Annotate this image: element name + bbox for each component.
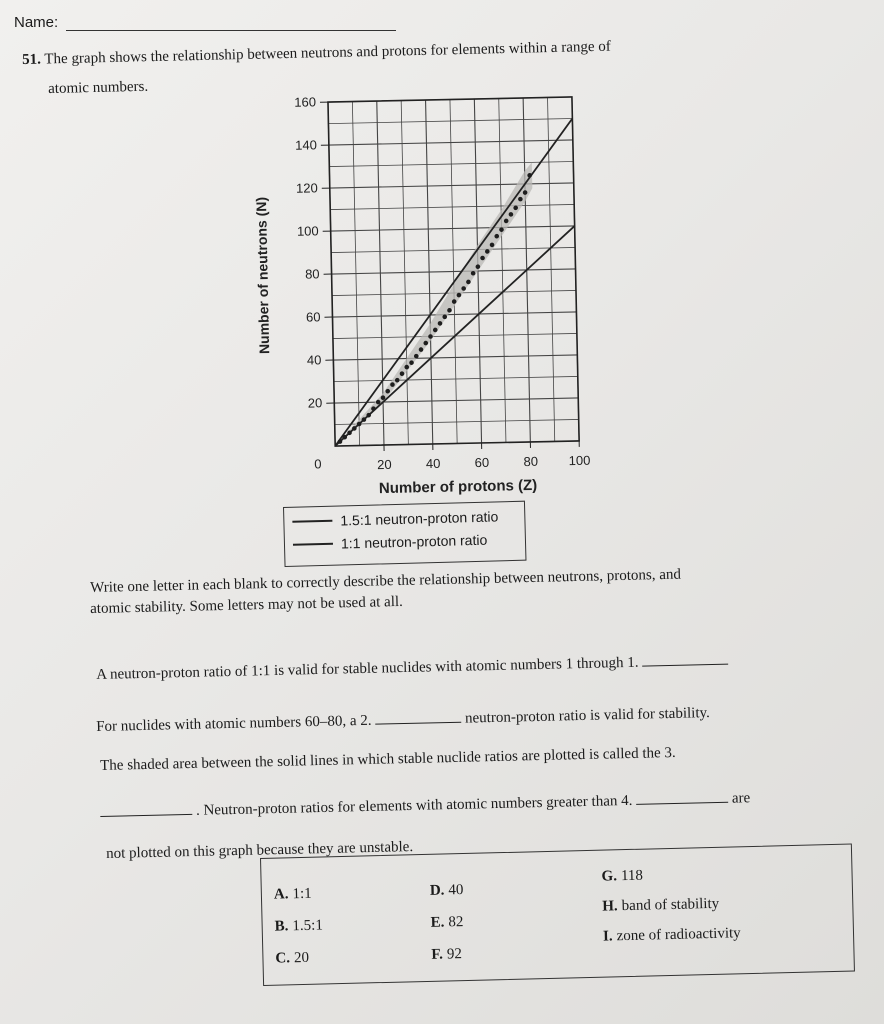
x-tick-label: 20 — [376, 456, 392, 473]
y-tick-label: 160 — [294, 94, 317, 110]
sentence-4-end: are — [731, 790, 751, 807]
instructions-line1: Write one letter in each blank to correctly describe the relationship between neutrons, protons, and — [90, 566, 682, 596]
choice-f: F. 92 — [431, 946, 463, 963]
sentence-1-text: A neutron-proton ratio of 1:1 is valid for stable nuclides with atomic numbers 1 through 1. — [96, 654, 639, 683]
sentence-1 — [96, 650, 728, 684]
instructions-line2: atomic stability. Some letters may not be used at all. — [90, 593, 404, 617]
sentence-4-start: . Neutron-proton ratios for elements with atomic numbers greater than 4. — [195, 792, 633, 819]
blank-4[interactable] — [636, 788, 728, 805]
choice-b: B. 1.5:1 — [274, 917, 324, 935]
x-tick-label: 80 — [523, 453, 539, 470]
sentence-2 — [96, 702, 710, 736]
choice-e: E. 82 — [430, 914, 464, 931]
question-text-line1: The graph shows the relationship between neutrons and protons for elements within a range of — [44, 38, 611, 68]
x-axis-label: Number of protons (Z) — [378, 476, 538, 498]
blank-1[interactable] — [642, 650, 728, 667]
y-tick-label: 20 — [307, 395, 323, 411]
legend-label-1.5-ratio: 1.5:1 neutron-proton ratio — [340, 508, 499, 529]
question-text — [22, 39, 611, 69]
blank-3[interactable] — [100, 800, 192, 817]
sentence-2-end: neutron-proton ratio is valid for stability. — [464, 705, 710, 727]
legend-item-1.5-ratio — [292, 508, 498, 529]
sentence-2-start: For nuclides with atomic numbers 60–80, a 2. — [96, 712, 372, 735]
sentence-4 — [100, 787, 750, 822]
y-tick-label: 100 — [296, 223, 319, 239]
choice-c: C. 20 — [275, 949, 310, 967]
name-label: Name: — [14, 14, 59, 31]
choice-g: G. 118 — [601, 867, 644, 885]
y-tick-label: 140 — [295, 137, 318, 153]
legend-swatch-1.5-ratio — [292, 520, 332, 523]
band-of-stability-shading — [329, 162, 537, 446]
series-line-1.5-ratio — [328, 118, 579, 446]
legend-label-1-ratio: 1:1 neutron-proton ratio — [340, 531, 488, 552]
sentence-5: not plotted on this graph because they are unstable. — [106, 839, 414, 862]
y-tick-label: 120 — [295, 180, 318, 196]
choice-d: D. 40 — [429, 882, 464, 899]
x-tick-label: 40 — [425, 455, 441, 472]
legend-item-1-ratio — [293, 532, 488, 553]
choice-i: I. zone of radioactivity — [602, 925, 741, 945]
band-of-stability-area — [329, 162, 537, 446]
y-axis-label: Number of neutrons (N) — [252, 196, 273, 355]
chart-legend — [283, 501, 526, 567]
answer-choices-box — [260, 844, 855, 986]
y-tick-label: 40 — [306, 352, 322, 368]
choice-a: A. 1:1 — [273, 885, 312, 903]
chart-series-lines — [328, 118, 579, 446]
legend-swatch-1-ratio — [293, 543, 333, 546]
name-line[interactable] — [66, 30, 396, 31]
chart-grid — [328, 97, 579, 446]
y-tick-label: 80 — [304, 266, 320, 282]
blank-2[interactable] — [375, 708, 461, 725]
question-number: 51. — [22, 51, 42, 68]
x-tick-label: 60 — [474, 454, 490, 471]
chart-tick-labels — [294, 89, 590, 474]
question-text-line2: atomic numbers. — [48, 78, 149, 97]
x-tick-label: 100 — [568, 452, 591, 469]
neutron-proton-chart — [236, 84, 625, 502]
y-tick-label: 60 — [305, 309, 321, 325]
choice-h: H. band of stability — [602, 895, 720, 915]
origin-label: 0 — [314, 456, 322, 472]
sentence-3-text: The shaded area between the solid lines in which stable nuclide ratios are plotted is called the 3. — [100, 744, 676, 774]
sentence-3 — [100, 745, 676, 775]
